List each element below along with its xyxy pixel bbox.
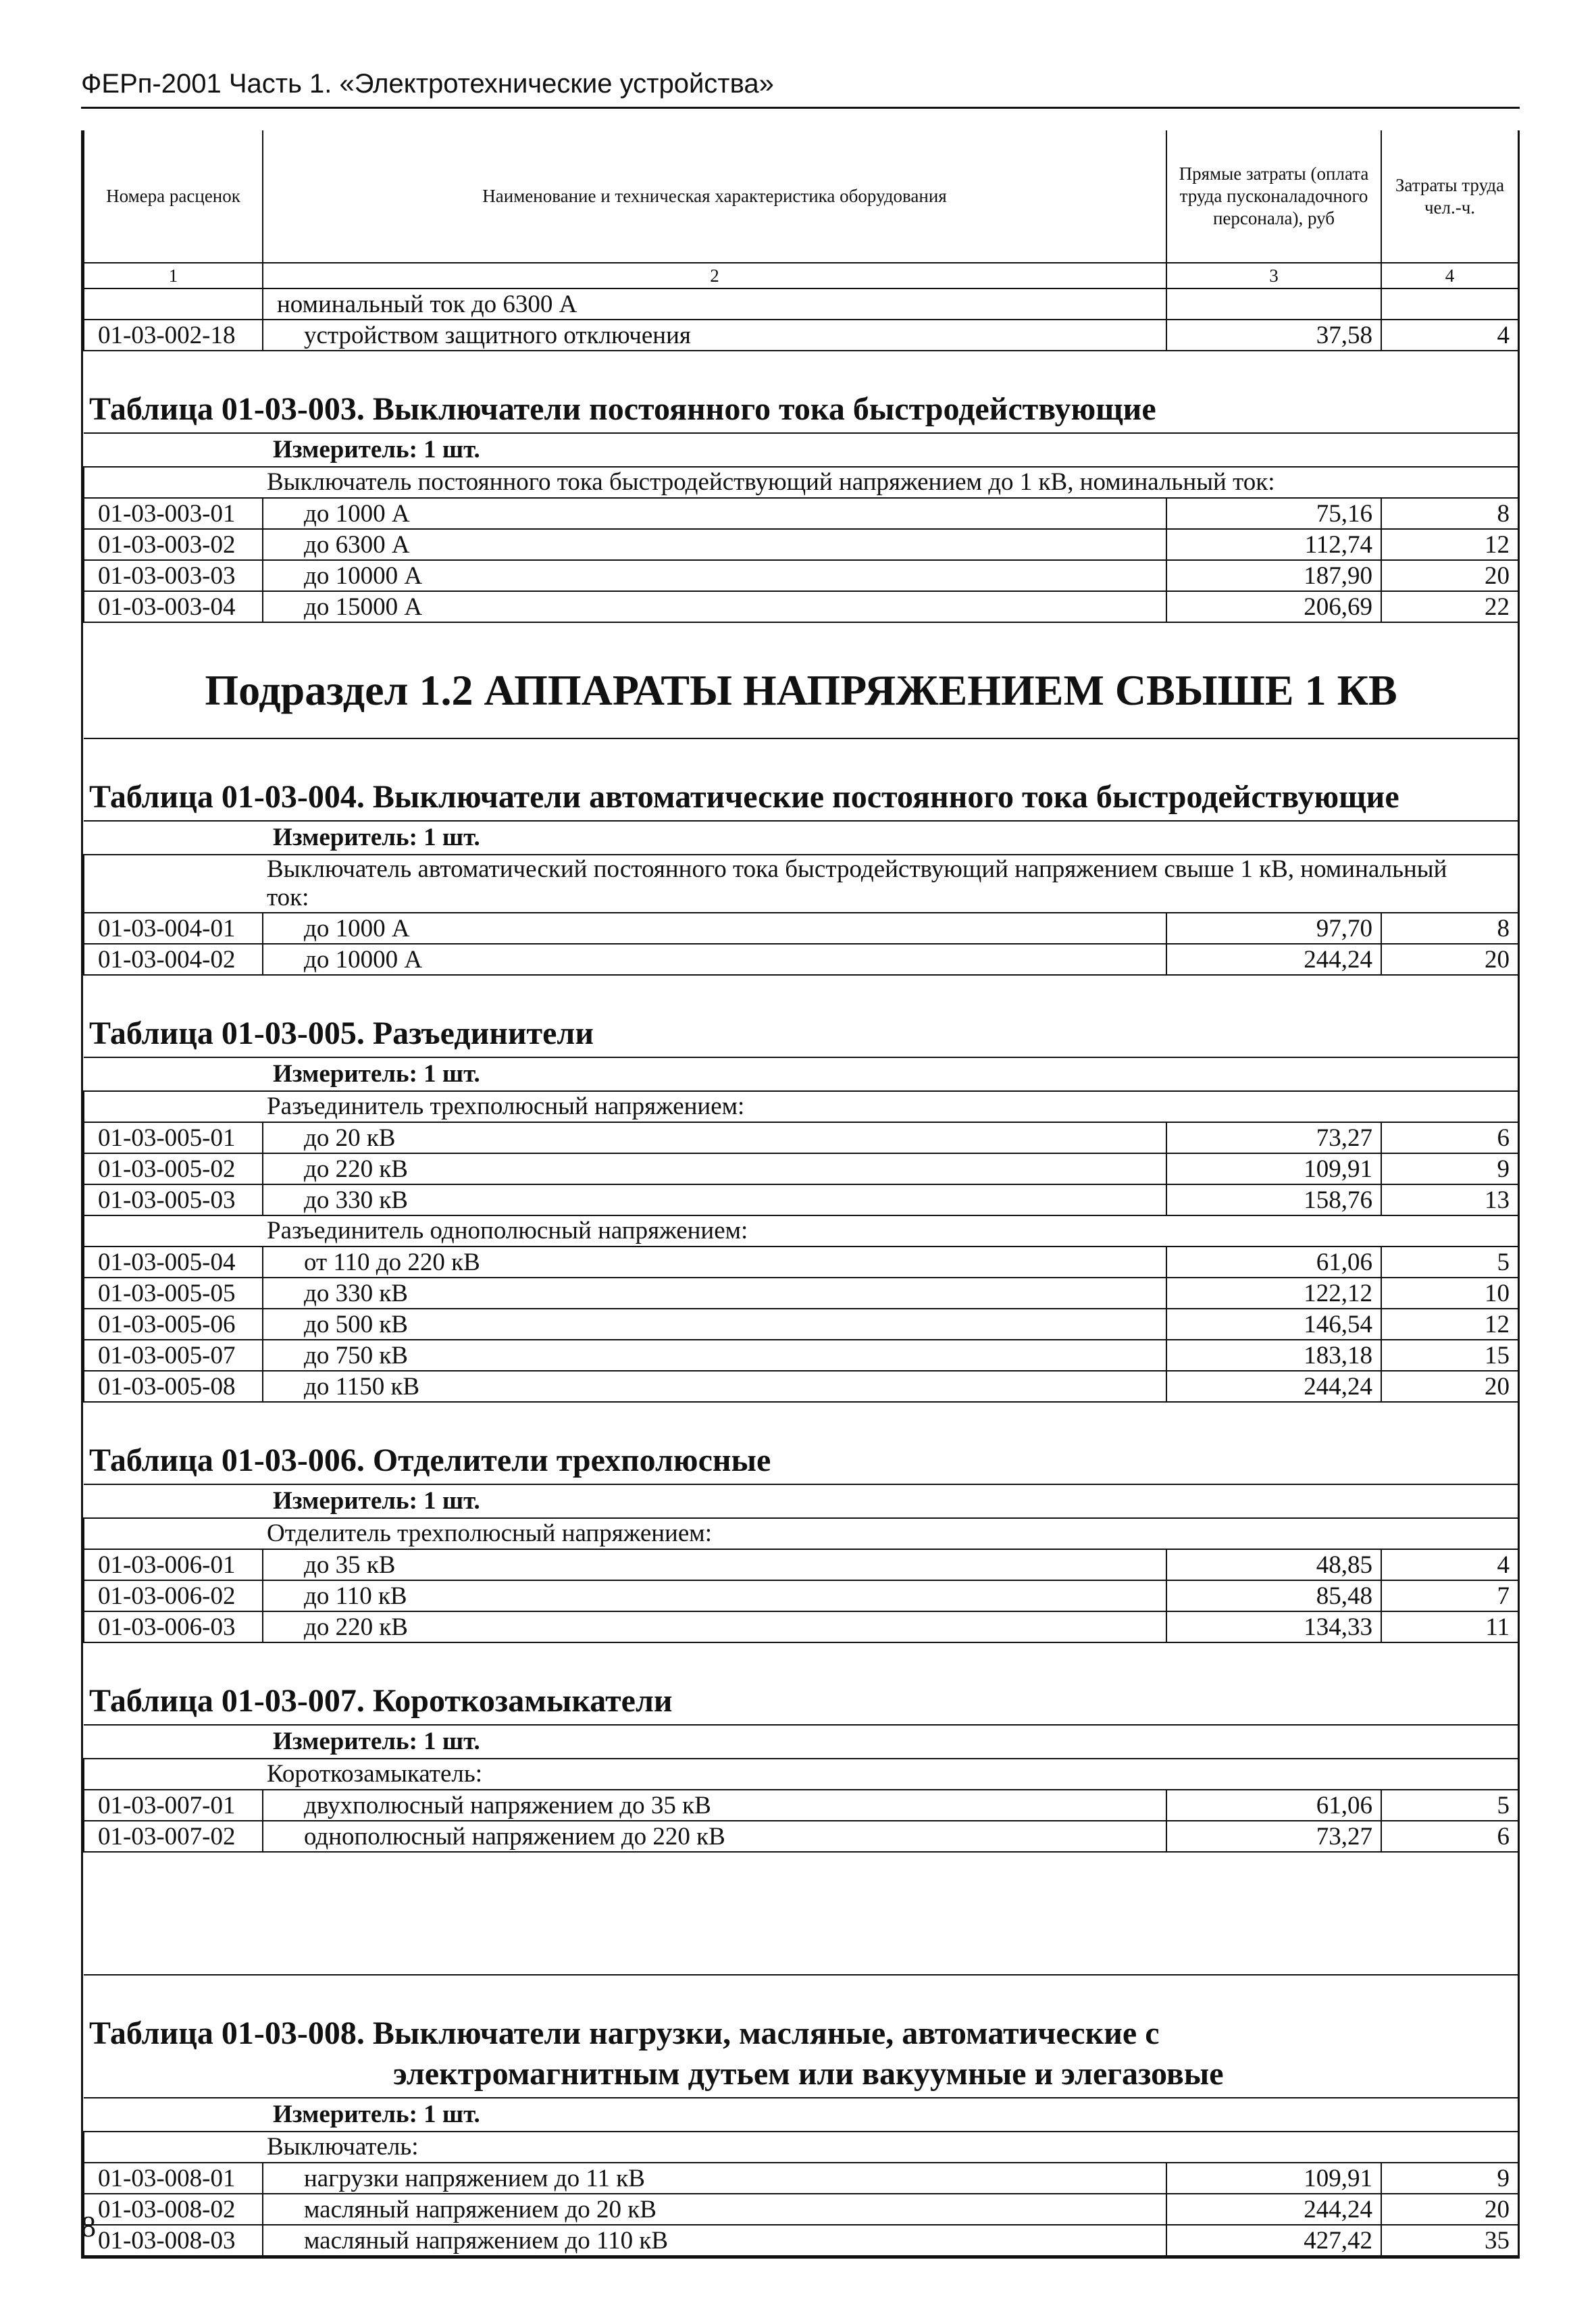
rate-code: 01-03-006-02 bbox=[84, 1580, 263, 1611]
table-row bbox=[84, 2163, 1518, 2194]
table-title-row bbox=[84, 738, 1518, 821]
table-row bbox=[84, 1549, 1518, 1580]
table-title-cell bbox=[84, 351, 1518, 433]
column-header-name: Наименование и техническая характеристика оборудования bbox=[263, 130, 1166, 263]
meter-label: Измеритель: 1 шт. bbox=[273, 824, 480, 851]
table-title-cell bbox=[84, 1975, 1518, 2098]
rate-code: 01-03-005-03 bbox=[84, 1184, 263, 1215]
group-description-row bbox=[84, 467, 1518, 498]
rate-labor: 4 bbox=[1381, 1549, 1518, 1580]
table-row bbox=[84, 1153, 1518, 1184]
empty-labor-cell bbox=[1381, 288, 1518, 320]
table-row bbox=[84, 1821, 1518, 1852]
table-title-text: Таблица 01-03-004. Выключатели автоматические постоянного тока быстродействующие bbox=[89, 779, 1399, 815]
meter-cell bbox=[84, 1057, 1518, 1091]
price-table bbox=[83, 130, 1519, 2257]
rate-code: 01-03-005-07 bbox=[84, 1340, 263, 1371]
column-number: 2 bbox=[263, 263, 1166, 288]
column-number-row bbox=[84, 263, 1518, 288]
rate-labor: 6 bbox=[1381, 1821, 1518, 1852]
rate-cost: 48,85 bbox=[1166, 1549, 1381, 1580]
rate-code: 01-03-003-01 bbox=[84, 498, 263, 529]
rate-code: 01-03-008-03 bbox=[84, 2225, 263, 2256]
spacer-row bbox=[84, 1852, 1518, 1975]
rate-labor: 12 bbox=[1381, 529, 1518, 560]
rate-cost: 109,91 bbox=[1166, 2163, 1381, 2194]
rate-name: до 1000 А bbox=[263, 498, 1166, 529]
table-title-row bbox=[84, 975, 1518, 1057]
subsection-cell bbox=[84, 622, 1518, 738]
rate-cost: 244,24 bbox=[1166, 2194, 1381, 2225]
rate-labor: 11 bbox=[1381, 1611, 1518, 1642]
subsection-row bbox=[84, 622, 1518, 738]
spacer-cell bbox=[84, 1852, 1518, 1975]
rate-name: двухполюсный напряжением до 35 кВ bbox=[263, 1790, 1166, 1821]
rate-labor: 20 bbox=[1381, 1371, 1518, 1402]
table-title-continuation: электромагнитным дутьем или вакуумные и элегазовые bbox=[393, 2056, 1224, 2092]
column-number: 1 bbox=[84, 263, 263, 288]
rate-labor: 13 bbox=[1381, 1184, 1518, 1215]
table-title-row bbox=[84, 1642, 1518, 1725]
column-number: 4 bbox=[1381, 263, 1518, 288]
rate-code: 01-03-003-04 bbox=[84, 591, 263, 622]
meter-row bbox=[84, 2098, 1518, 2132]
table-title-cell bbox=[84, 738, 1518, 821]
rate-code: 01-03-006-01 bbox=[84, 1549, 263, 1580]
table-row bbox=[84, 2225, 1518, 2256]
rate-labor: 20 bbox=[1381, 944, 1518, 975]
rate-code: 01-03-005-05 bbox=[84, 1278, 263, 1309]
table-title-text: Таблица 01-03-006. Отделители трехполюсные bbox=[89, 1442, 771, 1478]
rate-name: однополюсный напряжением до 220 кВ bbox=[263, 1821, 1166, 1852]
rate-labor: 20 bbox=[1381, 2194, 1518, 2225]
rate-labor: 15 bbox=[1381, 1340, 1518, 1371]
rate-labor: 9 bbox=[1381, 2163, 1518, 2194]
rate-labor: 4 bbox=[1381, 320, 1518, 351]
rate-cost: 109,91 bbox=[1166, 1153, 1381, 1184]
group-description: Выключатель постоянного тока быстродействующий напряжением до 1 кВ, номинальный ток: bbox=[84, 467, 1518, 498]
rate-name: до 330 кВ bbox=[263, 1184, 1166, 1215]
subsection-heading: Подраздел 1.2 АППАРАТЫ НАПРЯЖЕНИЕМ СВЫШЕ 1 КВ bbox=[205, 666, 1397, 714]
rate-name: до 35 кВ bbox=[263, 1549, 1166, 1580]
rate-cost: 134,33 bbox=[1166, 1611, 1381, 1642]
group-description-row bbox=[84, 1518, 1518, 1549]
rate-code: 01-03-002-18 bbox=[84, 320, 263, 351]
column-header-labor: Затраты труда чел.-ч. bbox=[1381, 130, 1518, 263]
table-title-text: Таблица 01-03-003. Выключатели постоянного тока быстродействующие bbox=[89, 391, 1156, 427]
rate-cost: 112,74 bbox=[1166, 529, 1381, 560]
empty-cost-cell bbox=[1166, 288, 1381, 320]
rate-name: до 750 кВ bbox=[263, 1340, 1166, 1371]
meter-label: Измеритель: 1 шт. bbox=[273, 1487, 480, 1515]
table-title-text: Таблица 01-03-005. Разъединители bbox=[89, 1015, 594, 1051]
rate-code: 01-03-003-02 bbox=[84, 529, 263, 560]
rate-cost: 158,76 bbox=[1166, 1184, 1381, 1215]
table-title bbox=[84, 976, 1518, 1057]
rate-cost: 73,27 bbox=[1166, 1122, 1381, 1153]
rate-cost: 183,18 bbox=[1166, 1340, 1381, 1371]
rate-code: 01-03-008-01 bbox=[84, 2163, 263, 2194]
rate-code: 01-03-005-01 bbox=[84, 1122, 263, 1153]
page-header bbox=[81, 65, 1520, 109]
rate-name: нагрузки напряжением до 11 кВ bbox=[263, 2163, 1166, 2194]
rate-labor: 12 bbox=[1381, 1309, 1518, 1340]
table-row bbox=[84, 1580, 1518, 1611]
table-title-text: Таблица 01-03-007. Короткозамыкатели bbox=[89, 1683, 673, 1719]
rate-code: 01-03-005-02 bbox=[84, 1153, 263, 1184]
table-row bbox=[84, 944, 1518, 975]
rate-name: до 110 кВ bbox=[263, 1580, 1166, 1611]
rate-name: до 10000 А bbox=[263, 560, 1166, 591]
rate-labor: 6 bbox=[1381, 1122, 1518, 1153]
rate-name: до 6300 А bbox=[263, 529, 1166, 560]
table-title bbox=[84, 1643, 1518, 1724]
rate-code: 01-03-005-08 bbox=[84, 1371, 263, 1402]
rate-cost: 187,90 bbox=[1166, 560, 1381, 591]
meter-cell bbox=[84, 821, 1518, 855]
group-description-row bbox=[84, 1091, 1518, 1122]
rate-code: 01-03-006-03 bbox=[84, 1611, 263, 1642]
table-title-row bbox=[84, 351, 1518, 433]
table-row bbox=[84, 1309, 1518, 1340]
meter-label: Измеритель: 1 шт. bbox=[273, 1060, 480, 1088]
rate-cost: 85,48 bbox=[1166, 1580, 1381, 1611]
rate-cost: 61,06 bbox=[1166, 1790, 1381, 1821]
document-title: ФЕРп-2001 Часть 1. «Электротехнические устройства» bbox=[81, 69, 774, 99]
rate-cost: 427,42 bbox=[1166, 2225, 1381, 2256]
rate-cost: 37,58 bbox=[1166, 320, 1381, 351]
rate-labor: 8 bbox=[1381, 913, 1518, 944]
rate-code: 01-03-003-03 bbox=[84, 560, 263, 591]
group-description-row bbox=[84, 855, 1518, 913]
group-description: Разъединитель однополюсный напряжением: bbox=[84, 1215, 1518, 1247]
group-description: номинальный ток до 6300 А bbox=[263, 288, 1166, 320]
meter-cell bbox=[84, 1725, 1518, 1759]
rate-labor: 10 bbox=[1381, 1278, 1518, 1309]
rate-cost: 206,69 bbox=[1166, 591, 1381, 622]
rate-name: до 10000 А bbox=[263, 944, 1166, 975]
column-header-code: Номера расценок bbox=[84, 130, 263, 263]
meter-row bbox=[84, 821, 1518, 855]
meter-row bbox=[84, 1484, 1518, 1518]
table-row bbox=[84, 1611, 1518, 1642]
rate-cost: 75,16 bbox=[1166, 498, 1381, 529]
rate-cost: 122,12 bbox=[1166, 1278, 1381, 1309]
table-row bbox=[84, 591, 1518, 622]
rate-code: 01-03-004-02 bbox=[84, 944, 263, 975]
rate-cost: 244,24 bbox=[1166, 944, 1381, 975]
rate-name: до 500 кВ bbox=[263, 1309, 1166, 1340]
table-row bbox=[84, 529, 1518, 560]
group-description-row bbox=[84, 1759, 1518, 1790]
meter-cell bbox=[84, 433, 1518, 467]
rate-name: до 20 кВ bbox=[263, 1122, 1166, 1153]
column-header-cost: Прямые затраты (оплата труда пусконаладочного персонала), руб bbox=[1166, 130, 1381, 263]
page-number: 8 bbox=[81, 2210, 96, 2243]
table-row bbox=[84, 2194, 1518, 2225]
rate-cost: 244,24 bbox=[1166, 1371, 1381, 1402]
table-title bbox=[84, 1403, 1518, 1484]
rate-code: 01-03-008-02 bbox=[84, 2194, 263, 2225]
meter-row bbox=[84, 1725, 1518, 1759]
rate-labor: 22 bbox=[1381, 591, 1518, 622]
price-table-frame bbox=[81, 130, 1520, 2259]
rate-name: устройством защитного отключения bbox=[263, 320, 1166, 351]
rate-labor: 9 bbox=[1381, 1153, 1518, 1184]
group-description: Отделитель трехполюсный напряжением: bbox=[84, 1518, 1518, 1549]
table-row bbox=[84, 1184, 1518, 1215]
meter-cell bbox=[84, 2098, 1518, 2132]
rate-cost: 73,27 bbox=[1166, 1821, 1381, 1852]
rate-name: масляный напряжением до 20 кВ bbox=[263, 2194, 1166, 2225]
rate-labor: 8 bbox=[1381, 498, 1518, 529]
rate-cost: 61,06 bbox=[1166, 1247, 1381, 1278]
table-row bbox=[84, 913, 1518, 944]
rate-code: 01-03-007-01 bbox=[84, 1790, 263, 1821]
table-row bbox=[84, 1340, 1518, 1371]
rate-name: до 1000 А bbox=[263, 913, 1166, 944]
table-row bbox=[84, 1790, 1518, 1821]
rate-name: от 110 до 220 кВ bbox=[263, 1247, 1166, 1278]
meter-row bbox=[84, 1057, 1518, 1091]
rate-name: до 330 кВ bbox=[263, 1278, 1166, 1309]
rate-name: масляный напряжением до 110 кВ bbox=[263, 2225, 1166, 2256]
group-description: Разъединитель трехполюсный напряжением: bbox=[84, 1091, 1518, 1122]
table-row bbox=[84, 498, 1518, 529]
meter-row bbox=[84, 433, 1518, 467]
rate-labor: 5 bbox=[1381, 1247, 1518, 1278]
price-table-body bbox=[84, 130, 1518, 2256]
meter-label: Измеритель: 1 шт. bbox=[273, 1728, 480, 1755]
table-title bbox=[84, 739, 1518, 820]
group-description-row bbox=[84, 2132, 1518, 2163]
column-header-row bbox=[84, 130, 1518, 263]
rate-code: 01-03-004-01 bbox=[84, 913, 263, 944]
table-title-cell bbox=[84, 1642, 1518, 1725]
rate-name: до 220 кВ bbox=[263, 1611, 1166, 1642]
rate-labor: 35 bbox=[1381, 2225, 1518, 2256]
rate-code: 01-03-005-06 bbox=[84, 1309, 263, 1340]
rate-cost: 146,54 bbox=[1166, 1309, 1381, 1340]
group-description: Выключатель: bbox=[84, 2132, 1518, 2163]
rate-cost: 97,70 bbox=[1166, 913, 1381, 944]
rate-name: до 15000 А bbox=[263, 591, 1166, 622]
rate-labor: 7 bbox=[1381, 1580, 1518, 1611]
table-row bbox=[84, 560, 1518, 591]
meter-label: Измеритель: 1 шт. bbox=[273, 2101, 480, 2128]
meter-cell bbox=[84, 1484, 1518, 1518]
rate-labor: 5 bbox=[1381, 1790, 1518, 1821]
table-title-text: Таблица 01-03-008. Выключатели нагрузки, масляные, автоматические с bbox=[89, 2015, 1160, 2051]
table-row bbox=[84, 1122, 1518, 1153]
table-row bbox=[84, 320, 1518, 351]
table-title-cell bbox=[84, 975, 1518, 1057]
rate-name: до 1150 кВ bbox=[263, 1371, 1166, 1402]
table-row bbox=[84, 1278, 1518, 1309]
table-title-row bbox=[84, 1402, 1518, 1484]
table-title bbox=[84, 351, 1518, 432]
empty-code-cell bbox=[84, 288, 263, 320]
group-description: Короткозамыкатель: bbox=[84, 1759, 1518, 1790]
rate-labor: 20 bbox=[1381, 560, 1518, 591]
table-row bbox=[84, 1371, 1518, 1402]
table-title bbox=[84, 1976, 1518, 2097]
table-title-cell bbox=[84, 1402, 1518, 1484]
rate-code: 01-03-007-02 bbox=[84, 1821, 263, 1852]
group-description-row bbox=[84, 288, 1518, 320]
group-description: Выключатель автоматический постоянного тока быстродействующий напряжением свыше 1 кВ, номинальный ток: bbox=[84, 855, 1518, 913]
table-row bbox=[84, 1247, 1518, 1278]
meter-label: Измеритель: 1 шт. bbox=[273, 436, 480, 463]
rate-name: до 220 кВ bbox=[263, 1153, 1166, 1184]
column-number: 3 bbox=[1166, 263, 1381, 288]
rate-code: 01-03-005-04 bbox=[84, 1247, 263, 1278]
group-description-row bbox=[84, 1215, 1518, 1247]
table-title-row bbox=[84, 1975, 1518, 2098]
